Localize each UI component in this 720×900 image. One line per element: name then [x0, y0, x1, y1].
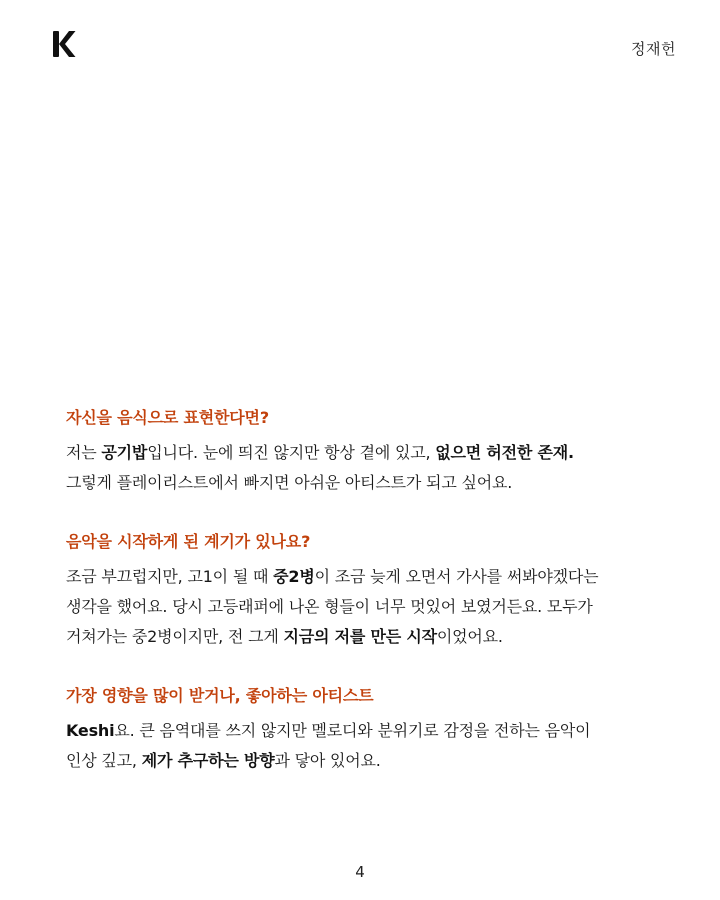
body-text: 인상 깊고,: [66, 751, 142, 770]
emphasis-text: 없으면 허전한 존재.: [435, 443, 574, 462]
answer-text: [66, 438, 686, 498]
body-text: 그렇게 플레이리스트에서 빠지면 아쉬운 아티스트가 되고 싶어요.: [66, 473, 513, 492]
emphasis-text: 공기밥: [101, 443, 148, 462]
qa-section-music-start: [66, 528, 686, 652]
question-heading: 음악을 시작하게 된 계기가 있나요?: [66, 532, 311, 551]
answer-text: [66, 562, 686, 652]
body-text: 조금 부끄럽지만, 고1이 될 때: [66, 567, 274, 586]
body-text: 이 조금 늦게 오면서 가사를 써봐야겠다는: [314, 567, 599, 586]
emphasis-text: 중2병: [273, 567, 315, 586]
question-heading: 가장 영향을 많이 받거나, 좋아하는 아티스트: [66, 686, 374, 705]
body-text: 요. 큰 음역대를 쓰지 않지만 멜로디와 분위기로 감정을 전하는 음악이: [114, 721, 591, 740]
body-text: 입니다. 눈에 띄진 않지만 항상 곁에 있고,: [147, 443, 436, 462]
emphasis-text: 제가 추구하는 방향: [141, 751, 275, 770]
qa-section-favorite-artist: [66, 682, 686, 776]
body-text: 생각을 했어요. 당시 고등래퍼에 나온 형들이 너무 멋있어 보였거든요. 모두가: [66, 597, 593, 616]
emphasis-text: 지금의 저를 만든 시작: [283, 627, 437, 646]
qa-section-food: [66, 404, 686, 498]
interview-content: [66, 404, 686, 806]
question-heading: 자신을 음식으로 표현한다면?: [66, 408, 269, 427]
body-text: 거쳐가는 중2병이지만, 전 그게: [66, 627, 284, 646]
k-logo-icon: [52, 30, 76, 58]
author-name: 정재헌: [631, 40, 676, 58]
body-text: 이었어요.: [436, 627, 503, 646]
body-text: 과 닿아 있어요.: [274, 751, 381, 770]
page-number: 4: [355, 863, 365, 881]
emphasis-text: Keshi: [66, 721, 115, 740]
answer-text: [66, 716, 686, 776]
body-text: 저는: [66, 443, 102, 462]
